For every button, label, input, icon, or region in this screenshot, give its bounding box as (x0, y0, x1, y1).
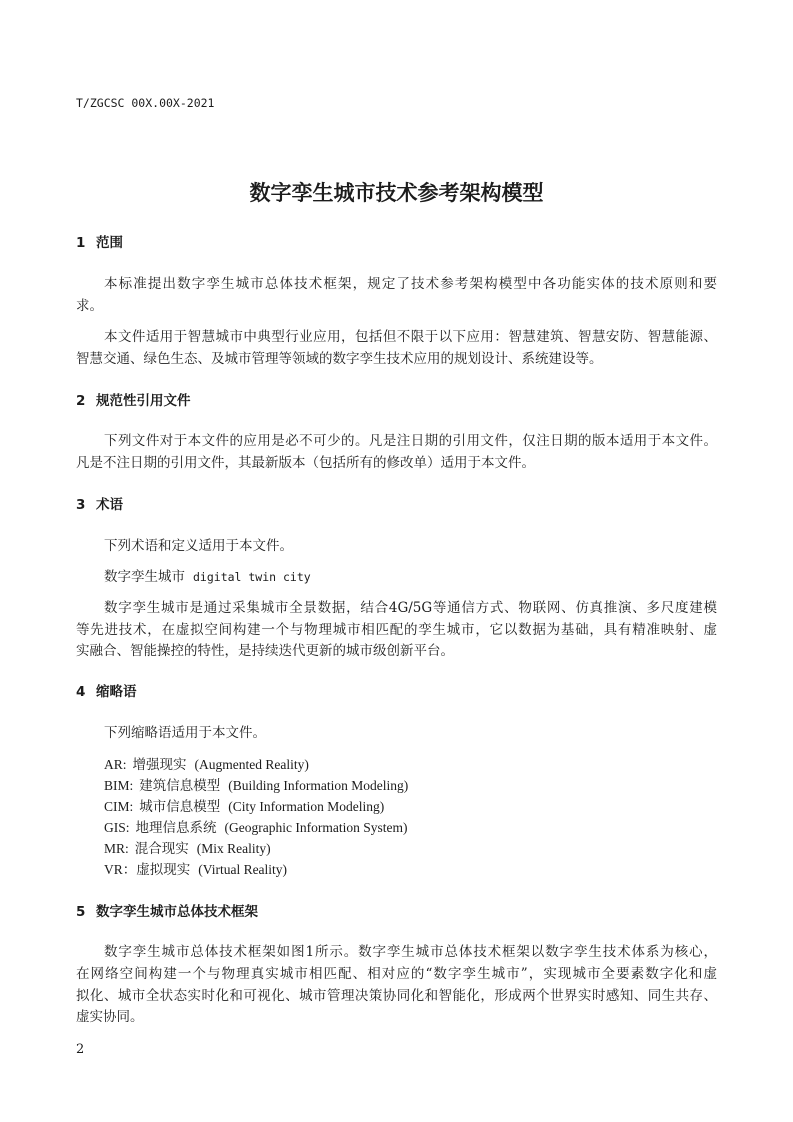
paragraph-line: 在网络空间构建一个与物理真实城市相匹配、相对应的“数字孪生城市”，实现城市全要素数字化和虚 (76, 966, 717, 982)
abbreviation-chinese: 混合现实 (134, 841, 189, 856)
abbreviation-chinese: 地理信息系统 (135, 820, 217, 835)
section-heading (76, 495, 123, 515)
document-title: 数字孪生城市技术参考架构模型 (249, 181, 544, 205)
document-code: T/ZGCSC 00X.00X-2021 (76, 96, 215, 110)
paragraph-line: 下列缩略语适用于本文件。 (104, 725, 266, 741)
abbreviation-code: AR: (104, 757, 127, 772)
paragraph-line: 拟化、城市全状态实时化和可视化、城市管理决策协同化和智能化，形成两个世界实时感知、同生共存、 (76, 988, 717, 1004)
abbreviation-item (104, 797, 384, 817)
section-heading (76, 391, 191, 411)
section-title: 数字孪生城市总体技术框架 (96, 904, 258, 920)
abbreviation-item (104, 755, 309, 775)
paragraph-line: 求。 (76, 298, 103, 314)
page-number: 2 (76, 1042, 85, 1057)
paragraph-line: 智慧交通、绿色生态、及城市管理等领域的数字孪生技术应用的规划设计、系统建设等。 (76, 351, 603, 367)
paragraph-line: 下列术语和定义适用于本文件。 (104, 538, 293, 554)
section-number: 3 (76, 497, 86, 513)
abbreviation-code: MR: (104, 841, 129, 856)
abbreviation-code: GIS: (104, 820, 130, 835)
definition-line: 实融合、智能操控的特性，是持续迭代更新的城市级创新平台。 (76, 643, 454, 659)
paragraph-line: 本文件适用于智慧城市中典型行业应用，包括但不限于以下应用：智慧建筑、智慧安防、智慧能源、 (104, 329, 717, 345)
abbreviation-english: (Building Information Modeling) (228, 778, 409, 793)
section-number: 5 (76, 904, 86, 920)
section-title: 术语 (96, 497, 123, 513)
definition-line: 等先进技术，在虚拟空间构建一个与物理城市相匹配的孪生城市，它以数据为基础，具有精准映射、虚 (76, 622, 717, 638)
abbreviation-item (104, 776, 408, 796)
abbreviation-item (104, 818, 407, 838)
definition-line: 数字孪生城市是通过采集城市全景数据，结合4G/5G等通信方式、物联网、仿真推演、多尺度建模 (104, 600, 717, 616)
abbreviation-english: (City Information Modeling) (228, 799, 385, 814)
section-title: 缩略语 (96, 684, 137, 700)
term-entry (104, 567, 311, 587)
section-heading (76, 902, 258, 922)
paragraph-line: 数字孪生城市总体技术框架如图1所示。数字孪生城市总体技术框架以数字孪生技术体系为核心， (104, 944, 717, 960)
abbreviation-english: (Mix Reality) (196, 841, 271, 856)
abbreviation-english: (Augmented Reality) (194, 757, 309, 772)
section-title: 范围 (96, 235, 123, 251)
abbreviation-chinese: 城市信息模型 (139, 799, 221, 814)
abbreviation-code: CIM: (104, 799, 134, 814)
abbreviation-english: (Virtual Reality) (198, 862, 288, 877)
paragraph-line: 凡是不注日期的引用文件，其最新版本（包括所有的修改单）适用于本文件。 (76, 455, 535, 471)
abbreviation-chinese: 建筑信息模型 (139, 778, 221, 793)
section-number: 1 (76, 235, 86, 251)
abbreviation-code: VR： (104, 862, 137, 877)
abbreviation-code: BIM: (104, 778, 134, 793)
section-number: 2 (76, 393, 86, 409)
section-heading (76, 233, 123, 253)
term-english: digital twin city (193, 570, 311, 584)
abbreviation-chinese: 虚拟现实 (136, 862, 191, 877)
section-title: 规范性引用文件 (96, 393, 191, 409)
abbreviation-chinese: 增强现实 (132, 757, 187, 772)
abbreviation-english: (Geographic Information System) (224, 820, 408, 835)
paragraph-line: 下列文件对于本文件的应用是必不可少的。凡是注日期的引用文件，仅注日期的版本适用于本文件。 (104, 433, 717, 449)
abbreviation-item (104, 839, 271, 859)
abbreviation-item (104, 860, 287, 880)
term-chinese: 数字孪生城市 (104, 569, 185, 585)
paragraph-line: 虚实协同。 (76, 1009, 144, 1025)
paragraph-line: 本标准提出数字孪生城市总体技术框架，规定了技术参考架构模型中各功能实体的技术原则和要 (104, 276, 717, 292)
section-number: 4 (76, 684, 86, 700)
section-heading (76, 682, 137, 702)
